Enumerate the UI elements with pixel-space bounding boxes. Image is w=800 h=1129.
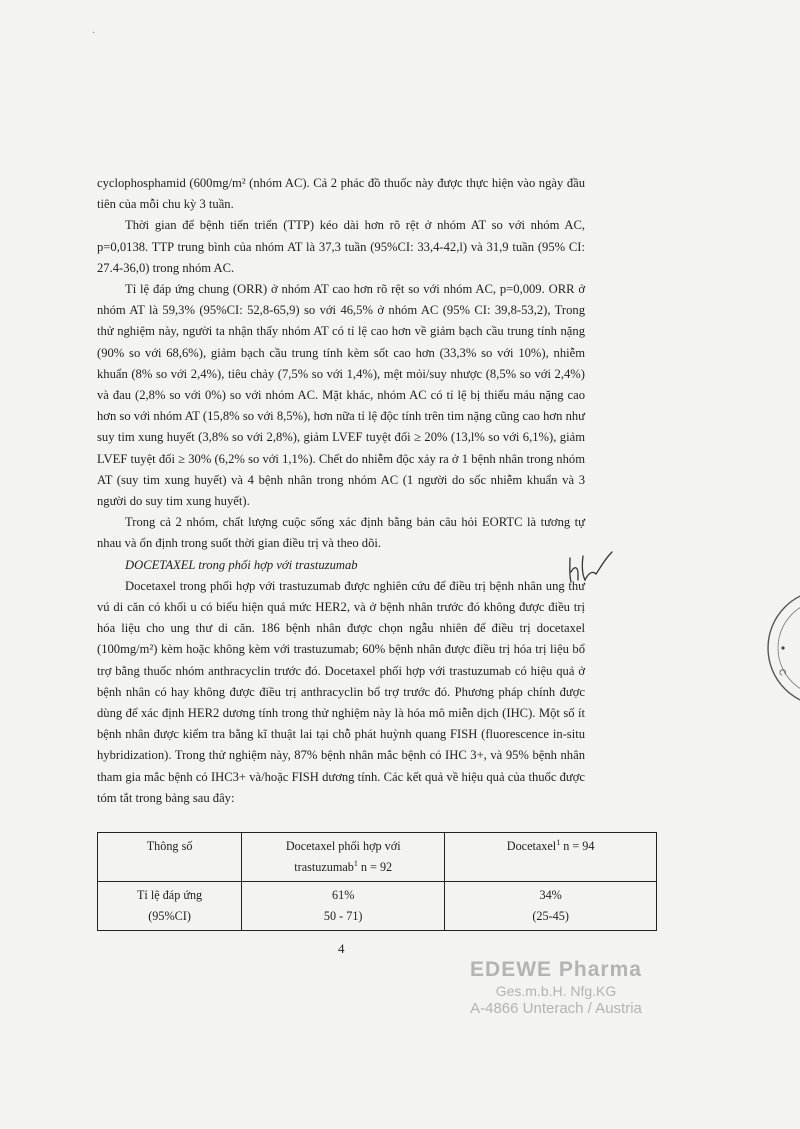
cell-monotherapy-rate: 34% xyxy=(539,888,562,902)
company-address: A-4866 Unterach / Austria xyxy=(470,1000,642,1017)
section-heading: DOCETAXEL trong phối hợp với trastuzumab xyxy=(125,557,358,572)
header-col3-n: n = 94 xyxy=(560,839,595,853)
cell-combination-response xyxy=(242,882,445,931)
company-legal-form: Ges.m.b.H. Nfg.KG xyxy=(495,983,617,999)
table-row xyxy=(98,882,657,931)
header-col2-drug: trastuzumab xyxy=(294,860,354,874)
cell-combination-rate: 61% xyxy=(332,888,355,902)
paragraph-3: Tỉ lệ đáp ứng chung (ORR) ở nhóm AT cao hơn rõ rệt so với nhóm AC, p=0,009. ORR ở nhóm AT là 59,3% (95%CI: 52,8-65,9) so với 46,5% ở nhóm AC (95% CI: 39,8-53,2), Trong thử nghiệm này, người ta nhận thấy nhóm AT có tỉ lệ cao hơn về giảm bạch cầu trung tính nặng (90% so với 68,6%), giảm bạch cầu trung tính kèm sốt cao hơn (33,3% so với 10%), nhiễm khuẩn (8% so với 2,4%), tiêu chảy (7,5% so với 1,4%), mệt mỏi/suy nhược (8,5% so với 2,4%) và đau (2,8% so với 0%) so với nhóm AC. Mặt khác, nhóm AC có tỉ lệ bị thiếu máu nặng cao hơn so với nhóm AT (15,8% so với 8,5%), hơn nữa tỉ lệ độc tính trên tim nặng cũng cao hơn như suy tim xung huyết (3,8% so với 2,8%), giảm LVEF tuyệt đối ≥ 20% (13,l% so với 6,1%), giảm LVEF tuyệt đối ≥ 30% (6,2% so với 1,1%). Chết do nhiễm độc xảy ra ở 1 bệnh nhân trong nhóm AT (suy tim xung huyết) và 4 bệnh nhân trong nhóm AC (1 người do sốc nhiễm khuẩn và 3 người do suy tim xung huyết). xyxy=(97,282,585,509)
scan-specks: · xyxy=(92,28,126,39)
header-col2-line2 xyxy=(248,857,438,878)
company-stamp xyxy=(466,958,646,1017)
paragraph-1: cyclophosphamid (600mg/m² (nhóm AC). Cả 2 phác đồ thuốc này được thực hiện vào ngày đầu tiên của mỗi chu kỳ 3 tuần. xyxy=(97,176,585,212)
row-label-response-rate xyxy=(98,882,242,931)
header-col2-line1: Docetaxel phối hợp với xyxy=(285,839,401,853)
paragraph-6: Docetaxel trong phối hợp với trastuzumab được nghiên cứu để điều trị bệnh nhân ung thư vú di căn có khối u có biểu hiện quá mức HER2, và ở bệnh nhân trước đó không được điều trị hóa liệu cho ung thư di căn. 186 bệnh nhân được chọn ngẫu nhiên để điều trị docetaxel (100mg/m²) kèm hoặc không kèm với trastuzumab; 60% bệnh nhân được điều trị hóa trị liệu bổ trợ bằng thuốc nhóm anthracyclin trước đó. Docetaxel phối hợp với trastuzumab có hiệu quả ở bệnh nhân có hay không được điều trị anthracyclin bổ trợ trước đó. Phương pháp chính được dùng để xác định HER2 dương tính trong thử nghiệm này là hóa mô miễn dịch (IHC). Một số ít bệnh nhân được kiểm tra bằng kĩ thuật lai tại chỗ phát huỳnh quang FISH (fluorescence in-situ hybridization). Trong thử nghiệm này, 87% bệnh nhân mắc bệnh có IHC 3+, và 95% bệnh nhân tham gia mắc bệnh có IHC3+ và/hoặc FISH dương tính. Các kết quả về hiệu quả của thuốc được tóm tắt trong bảng sau đây: xyxy=(97,578,585,805)
header-col2-n: n = 92 xyxy=(357,860,393,874)
partial-round-stamp xyxy=(764,588,800,708)
paragraph-2: Thời gian để bệnh tiến triển (TTP) kéo dài hơn rõ rệt ở nhóm AT so với nhóm AC, p=0,0138. TTP trung bình của nhóm AT là 37,3 tuần (95%CI: 33,4-42,l) và 31,9 tuần (95% CI: 27.4-36,0) trong nhóm AC. xyxy=(97,218,585,275)
handwritten-signature xyxy=(566,548,616,588)
row-label-line1: Tỉ lệ đáp ứng xyxy=(136,888,203,902)
header-parameter: Thông số xyxy=(98,833,242,882)
page-number: 4 xyxy=(338,941,345,956)
cell-combination-ci: 50 - 71) xyxy=(323,909,363,923)
company-name: EDEWE Pharma xyxy=(470,958,642,981)
svg-text:C: C xyxy=(776,667,789,678)
header-docetaxel-trastuzumab xyxy=(242,833,445,882)
body-text xyxy=(97,173,585,809)
efficacy-results-table xyxy=(97,832,657,931)
paragraph-4: Trong cả 2 nhóm, chất lượng cuộc sống xác định bằng bản câu hỏi EORTC là tương tự nhau và ổn định trong suốt thời gian điều trị và theo dõi. xyxy=(97,515,585,551)
cell-monotherapy-response xyxy=(445,882,657,931)
table-header-row xyxy=(98,833,657,882)
header-col3-drug: Docetaxel xyxy=(506,839,557,853)
row-label-line2: (95%CI) xyxy=(148,909,191,923)
header-docetaxel xyxy=(445,833,657,882)
header-col2-footnote: 1 xyxy=(353,858,358,868)
cell-monotherapy-ci: (25-45) xyxy=(532,909,569,923)
header-col3-footnote: 1 xyxy=(556,837,561,847)
